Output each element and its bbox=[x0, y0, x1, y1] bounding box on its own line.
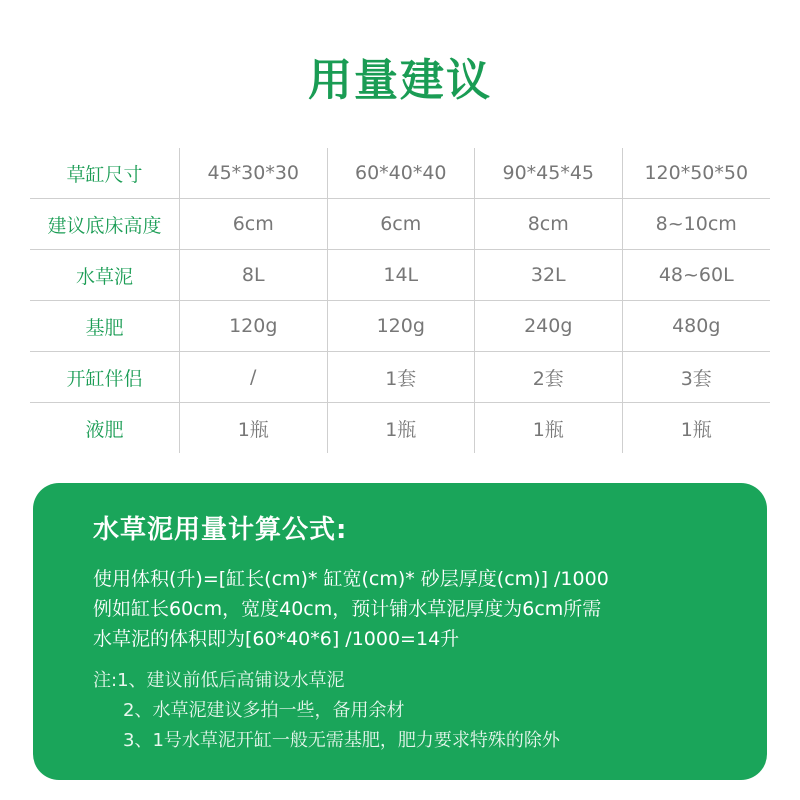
table-cell: / bbox=[180, 352, 328, 402]
table-cell: 240g bbox=[475, 301, 623, 351]
table-row-aqua-soil bbox=[30, 250, 770, 301]
table-row-substrate-height bbox=[30, 199, 770, 250]
row-label: 水草泥 bbox=[30, 250, 180, 300]
row-label: 草缸尺寸 bbox=[30, 148, 180, 198]
table-cell: 1瓶 bbox=[680, 418, 712, 441]
table-row-liquid-fertilizer bbox=[30, 403, 770, 453]
dosage-table bbox=[30, 148, 770, 453]
table-cell: 6cm bbox=[328, 199, 476, 249]
row-label: 开缸伴侣 bbox=[30, 352, 180, 402]
table-cell: 90*45*45 bbox=[475, 148, 623, 198]
table-cell: 60*40*40 bbox=[328, 148, 476, 198]
table-cell: 45*30*30 bbox=[180, 148, 328, 198]
formula-title: 水草泥用量计算公式: bbox=[93, 515, 348, 545]
table-cell: 1瓶 bbox=[328, 403, 476, 453]
table-cell: 120g bbox=[180, 301, 328, 351]
table-cell: 14L bbox=[328, 250, 476, 300]
table-cell: 1套 bbox=[328, 352, 476, 402]
table-row-base-fertilizer bbox=[30, 301, 770, 352]
table-cell: 120*50*50 bbox=[644, 162, 749, 184]
table-cell: 8~10cm bbox=[655, 213, 737, 235]
formula-line: 使用体积(升)=[缸长(cm)* 缸宽(cm)* 砂层厚度(cm)] /1000 bbox=[93, 568, 609, 590]
table-cell: 1瓶 bbox=[180, 403, 328, 453]
formula-line: 水草泥的体积即为[60*40*6] /1000=14升 bbox=[93, 628, 460, 650]
row-label: 液肥 bbox=[30, 403, 180, 453]
page-title: 用量建议 bbox=[308, 55, 492, 106]
table-row-tank-size bbox=[30, 148, 770, 199]
table-cell: 48~60L bbox=[658, 264, 734, 286]
note-item: 3、1号水草泥开缸一般无需基肥，肥力要求特殊的除外 bbox=[123, 730, 560, 751]
row-label: 基肥 bbox=[30, 301, 180, 351]
table-cell: 6cm bbox=[180, 199, 328, 249]
table-cell: 1瓶 bbox=[475, 403, 623, 453]
table-cell: 2套 bbox=[475, 352, 623, 402]
note-item: 注:1、建议前低后高铺设水草泥 bbox=[93, 670, 345, 691]
table-cell: 480g bbox=[672, 315, 721, 337]
table-cell: 8L bbox=[180, 250, 328, 300]
row-label: 建议底床高度 bbox=[30, 199, 180, 249]
notes-list bbox=[93, 666, 767, 756]
table-cell: 3套 bbox=[680, 367, 712, 390]
table-cell: 8cm bbox=[475, 199, 623, 249]
note-item: 2、水草泥建议多拍一些，备用余材 bbox=[123, 700, 405, 721]
formula-card bbox=[33, 483, 767, 780]
table-row-starter-kit bbox=[30, 352, 770, 403]
formula-line: 例如缸长60cm，宽度40cm，预计铺水草泥厚度为6cm所需 bbox=[93, 598, 602, 620]
table-cell: 32L bbox=[475, 250, 623, 300]
table-cell: 120g bbox=[328, 301, 476, 351]
